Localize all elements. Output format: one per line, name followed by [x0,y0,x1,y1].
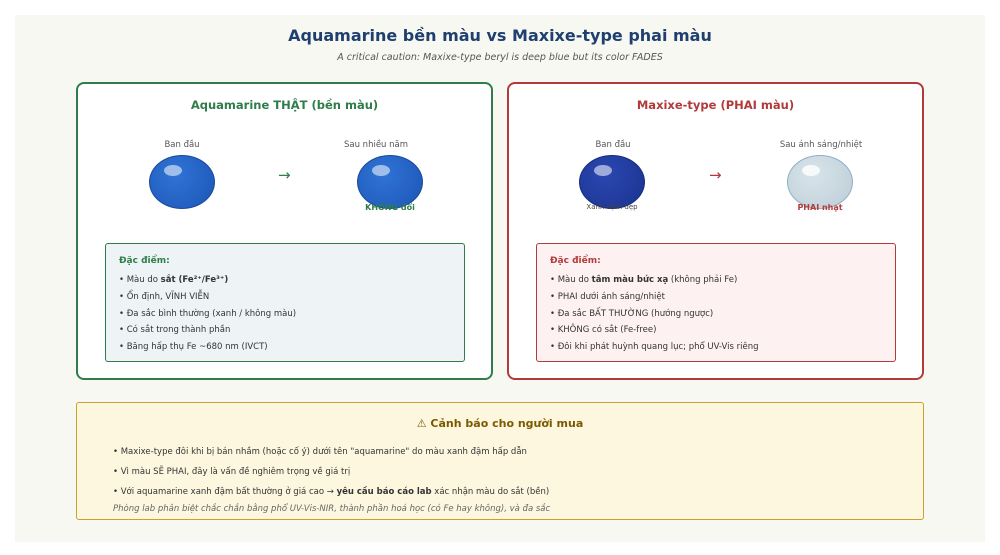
aquamarine-before-label: Ban đầu [164,140,200,150]
maxixe-before-stone [579,155,645,209]
aquamarine-panel-title: Aquamarine THẬT (bền màu) [190,98,379,112]
aquamarine-features-box [105,243,465,362]
maxixe-after-stone [787,155,853,209]
list-item: • Đa sắc bình thường (xanh / không màu) [119,308,297,319]
maxixe-arrow-icon: → [709,166,722,184]
list-item: • Đôi khi phát huỳnh quang lục; phổ UV-Vis riêng [550,342,759,353]
list-item: • Màu do sắt (Fe²⁺/Fe³⁺) [119,275,229,285]
list-item: • Maxixe-type đôi khi bị bán nhầm (hoặc cố ý) dưới tên "aquamarine" do màu xanh đậm hấp dẫn [113,447,527,457]
maxixe-features-heading: Đặc điểm: [550,256,601,266]
maxixe-before-label: Ban đầu [595,140,631,150]
list-item: • PHAI dưới ánh sáng/nhiệt [550,291,665,302]
maxixe-after-label: Sau ánh sáng/nhiệt [779,140,863,150]
list-item: • Đa sắc BẤT THƯỜNG (hướng ngược) [550,308,714,319]
aquamarine-features-list [119,274,296,358]
list-item: • Với aquamarine xanh đậm bất thường ở giá cao → yêu cầu báo cáo lab xác nhận màu do sắt (bền) [113,487,550,497]
warning-note: Phòng lab phân biệt chắc chắn bằng phổ UV-Vis-NIR, thành phần hoá học (có Fe hay không), và đa sắc [113,504,551,514]
aquamarine-after-label: Sau nhiều năm [343,140,409,150]
maxixe-features-list [550,274,759,358]
aquamarine-panel [76,82,493,380]
aquamarine-before-stone [149,155,215,209]
buyer-warning-box [76,402,924,520]
aquamarine-features-heading: Đặc điểm: [119,256,170,266]
list-item: • Có sắt trong thành phần [119,325,231,336]
aquamarine-after-note: KHÔNG đổi [365,203,415,212]
maxixe-panel-title: Maxixe-type (PHAI màu) [636,98,795,112]
list-item: • Vì màu SẼ PHAI, đây là vấn đề nghiêm trọng về giá trị [113,467,351,477]
page-subtitle: A critical caution: Maxixe-type beryl is deep blue but its color FADES [337,52,663,63]
maxixe-before-note: Xanh đậm đẹp [586,203,638,211]
maxixe-features-box [536,243,896,362]
aquamarine-arrow-icon: → [278,166,291,184]
list-item: • Màu do tâm màu bức xạ (không phải Fe) [550,275,738,285]
page-title: Aquamarine bền màu vs Maxixe-type phai màu [288,26,712,45]
maxixe-panel [507,82,924,380]
warning-title: ⚠ Cảnh báo cho người mua [416,417,584,430]
list-item: • Băng hấp thụ Fe ~680 nm (IVCT) [119,342,268,353]
list-item: • Ổn định, VĨNH VIỄN [119,291,210,302]
list-item: • KHÔNG có sắt (Fe-free) [550,325,657,336]
warning-list [113,446,549,506]
aquamarine-after-stone [357,155,423,209]
maxixe-after-note: PHAI nhạt [797,203,843,212]
